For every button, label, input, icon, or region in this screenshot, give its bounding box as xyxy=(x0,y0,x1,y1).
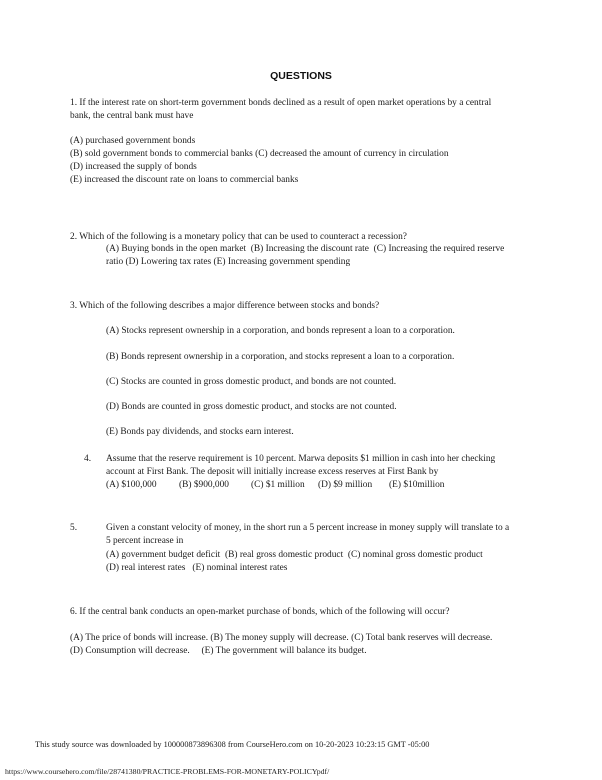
question-stem-line: 1. If the interest rate on short-term government bonds declined as a result of open market operations by a central xyxy=(70,98,492,108)
question-stem-line: 6. If the central bank conducts an open-market purchase of bonds, which of the following will occur? xyxy=(70,607,450,617)
question-stem-line: 3. Which of the following describes a major difference between stocks and bonds? xyxy=(70,301,380,311)
answer-option-line: ratio (D) Lowering tax rates (E) Increasing government spending xyxy=(106,257,351,267)
answer-option-line: (A) The price of bonds will increase. (B) The money supply will decrease. (C) Total bank reserves will decrease. xyxy=(70,633,493,643)
question-stem-line: Given a constant velocity of money, in the short run a 5 percent increase in money supply will translate to a xyxy=(106,523,510,533)
answer-option-line: (E) increased the discount rate on loans to commercial banks xyxy=(70,175,299,185)
answer-option-line: (C) Stocks are counted in gross domestic product, and bonds are not counted. xyxy=(106,377,397,387)
answer-option-line: (A) purchased government bonds xyxy=(70,136,196,146)
question-stem-line: 5 percent increase in xyxy=(106,536,184,546)
answer-option: (E) $10million xyxy=(389,480,445,490)
question-stem-line: Assume that the reserve requirement is 10 percent. Marwa deposits $1 million in cash into her checking xyxy=(106,454,496,464)
answer-option-line: (D) real interest rates (E) nominal interest rates xyxy=(106,563,288,573)
answer-option-line: (B) Bonds represent ownership in a corporation, and stocks represent a loan to a corporation. xyxy=(106,352,455,362)
answer-option-line: (B) sold government bonds to commercial banks (C) decreased the amount of currency in circulation xyxy=(70,149,449,159)
answer-option: (D) $9 million xyxy=(318,480,373,490)
question-stem-line: account at First Bank. The deposit will initially increase excess reserves at First Bank by xyxy=(106,467,439,477)
answer-option-line: (D) increased the supply of bonds xyxy=(70,162,197,172)
question-number: 4. xyxy=(84,454,92,464)
question-stem-line: bank, the central bank must have xyxy=(70,111,194,121)
answer-option-line: (D) Consumption will decrease. (E) The government will balance its budget. xyxy=(70,646,367,656)
answer-option: (C) $1 million xyxy=(251,480,305,490)
answer-option-line: (A) Stocks represent ownership in a corporation, and bonds represent a loan to a corporation. xyxy=(106,326,455,336)
answer-option: (B) $900,000 xyxy=(179,480,229,490)
answer-option-line: (D) Bonds are counted in gross domestic product, and stocks are not counted. xyxy=(106,402,397,412)
download-notice: This study source was downloaded by 100000873896308 from CourseHero.com on 10-20-2023 10:23:15 GMT -05:00 xyxy=(35,740,430,749)
answer-option-line: (E) Bonds pay dividends, and stocks earn interest. xyxy=(106,427,294,437)
source-url: https://www.coursehero.com/file/28741380/PRACTICE-PROBLEMS-FOR-MONETARY-POLICYpdf/ xyxy=(5,767,330,776)
page-title: QUESTIONS xyxy=(270,70,332,82)
answer-option-line: (A) Buying bonds in the open market (B) Increasing the discount rate (C) Increasing the required reserve xyxy=(106,244,505,254)
question-number: 5. xyxy=(70,523,78,533)
question-stem-line: 2. Which of the following is a monetary policy that can be used to counteract a recession? xyxy=(70,232,407,242)
answer-option: (A) $100,000 xyxy=(106,480,157,490)
answer-option-line: (A) government budget deficit (B) real gross domestic product (C) nominal gross domestic product xyxy=(106,550,483,560)
